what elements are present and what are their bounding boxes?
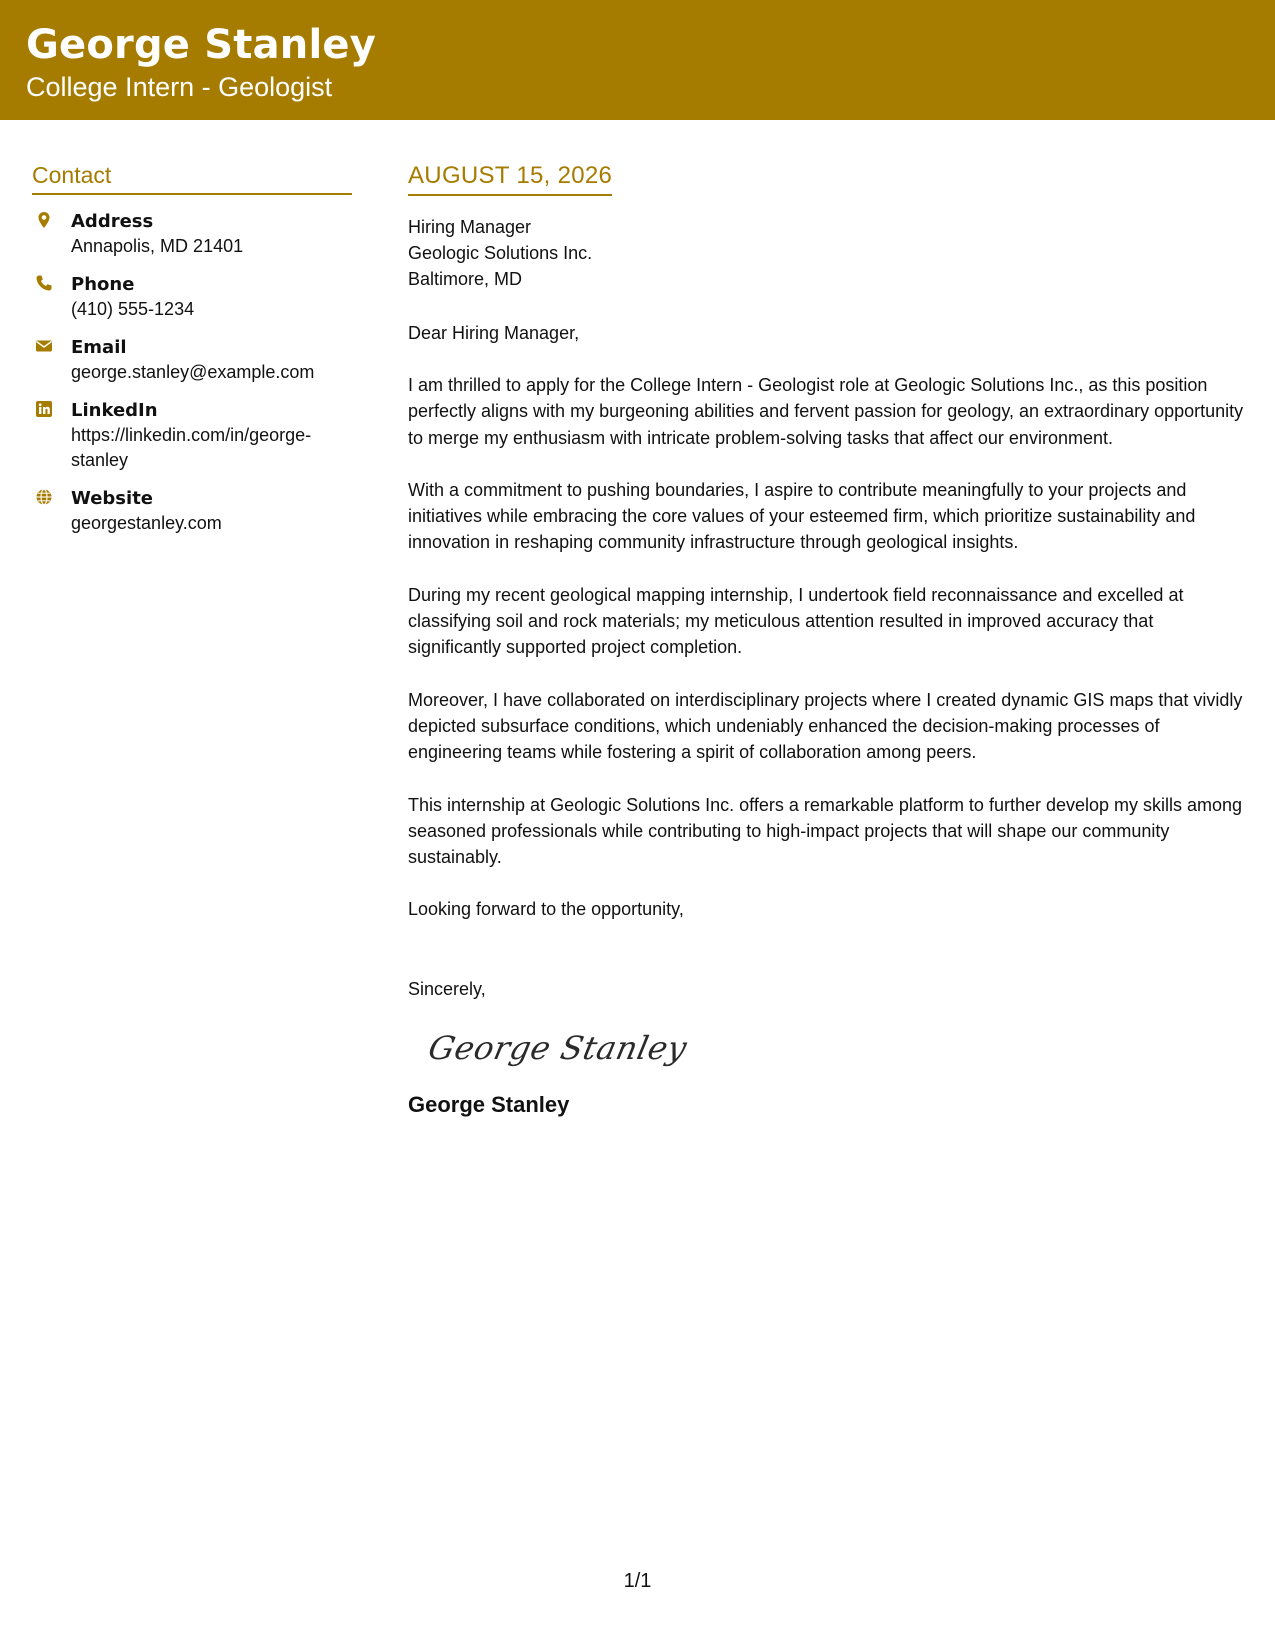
letter-date: AUGUST 15, 2026 [408, 162, 612, 196]
contact-value: Annapolis, MD 21401 [71, 236, 244, 256]
contact-item-email [32, 335, 352, 385]
contact-label: Address [71, 211, 154, 232]
map-pin-icon [35, 211, 53, 229]
contact-item-website [32, 486, 352, 536]
contact-label: Email [71, 337, 127, 358]
applicant-name: George Stanley [26, 22, 376, 68]
contact-value: georgestanley.com [71, 513, 222, 533]
letter-paragraph: Moreover, I have collaborated on interdisciplinary projects where I created dynamic GIS maps that vividly depicted subsurface conditions, which undeniably enhanced the decision-making processes of engineering teams while fostering a spirit of collaboration among peers. [408, 689, 1243, 763]
contact-label: Phone [71, 274, 135, 295]
letter-body [408, 162, 1248, 1120]
recipient-line: Baltimore, MD [408, 269, 523, 289]
envelope-icon [35, 337, 53, 355]
recipient-block [408, 214, 1248, 292]
recipient-line: Geologic Solutions Inc. [408, 243, 593, 263]
contact-item-linkedin [32, 398, 352, 473]
letter-paragraph: I am thrilled to apply for the College Intern - Geologist role at Geologic Solutions Inc., as this position perfectly aligns with my burgeoning abilities and fervent passion for geology, an extraordinary opportunity to merge my enthusiasm with intricate problem-solving tasks that affect our environment. [408, 375, 1244, 448]
contact-value: george.stanley@example.com [71, 362, 315, 382]
globe-icon [35, 488, 53, 506]
letter-paragraph: With a commitment to pushing boundaries, I aspire to contribute meaningfully to your projects and initiatives while embracing the core values of your esteemed firm, which prioritize sustainability and innovation in reshaping community infrastructure through geological insights. [408, 479, 1196, 553]
linkedin-icon [35, 400, 53, 418]
signer-name: George Stanley [408, 1092, 570, 1118]
contact-label: LinkedIn [71, 400, 158, 421]
sign-off: Sincerely, [408, 979, 486, 1000]
contact-item-address [32, 209, 352, 259]
letter-paragraph: During my recent geological mapping internship, I undertook field reconnaissance and excelled at classifying soil and rock materials; my meticulous attention resulted in improved accuracy that significantly supported project completion. [408, 584, 1184, 658]
header-banner [0, 0, 1275, 120]
phone-icon [35, 274, 53, 292]
handwritten-signature: George Stanley [425, 1029, 691, 1068]
job-title: College Intern - Geologist [26, 72, 333, 102]
contact-heading: Contact [32, 162, 352, 195]
contact-sidebar [32, 162, 352, 549]
closing-line: Looking forward to the opportunity, [408, 899, 684, 920]
contact-label: Website [71, 488, 154, 509]
salutation: Dear Hiring Manager, [408, 323, 580, 343]
letter-paragraph: This internship at Geologic Solutions Inc. offers a remarkable platform to further develop my skills among seasoned professionals while contributing to high-impact projects that will shape our community sustainably. [408, 794, 1243, 868]
contact-value: (410) 555-1234 [71, 299, 195, 319]
contact-value: https://linkedin.com/in/george-stanley [71, 425, 312, 470]
contact-item-phone [32, 272, 352, 322]
recipient-line: Hiring Manager [408, 217, 532, 237]
page-number: 1/1 [623, 1570, 652, 1592]
